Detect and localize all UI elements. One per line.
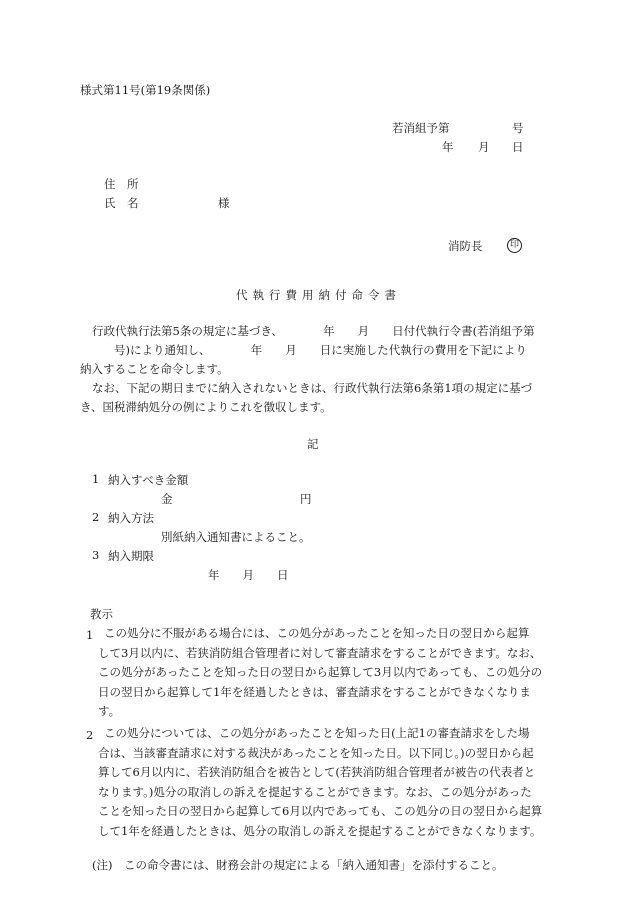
payment-method: 別紙納入通知書によること。 bbox=[161, 530, 311, 544]
notice1-number: 1 bbox=[86, 628, 94, 642]
notice2-text bbox=[98, 724, 564, 841]
name-label: 氏 名 bbox=[104, 196, 139, 210]
notice2-number: 2 bbox=[86, 728, 94, 742]
document-title: 代執行費用納付命令書 bbox=[236, 288, 401, 302]
honorific: 様 bbox=[218, 196, 230, 210]
header-day: 日 bbox=[512, 140, 524, 154]
body-p1-line2: 号)により通知し、 年 月 日に実施した代執行の費用を下記により bbox=[114, 343, 527, 357]
notice2-line: ことを知った日の翌日から起算して6月以内であっても、この処分の日の翌日から起算 bbox=[98, 804, 543, 818]
notice1-line: す。 bbox=[98, 704, 121, 718]
item1-label: 納入すべき金額 bbox=[108, 473, 189, 487]
seal-icon: 印 bbox=[507, 238, 522, 253]
notice1-line: して3月以内に、若狭消防組合管理者に対して審査請求をすることができます。なお、 bbox=[98, 645, 542, 660]
doc-number-suffix: 号 bbox=[512, 121, 524, 135]
notice2-line: 算して6月以内に、若狭消防組合を被告として(若狭消防組合管理者が被告の代表者と bbox=[98, 765, 536, 779]
notice1-text bbox=[98, 624, 564, 722]
header-month: 月 bbox=[478, 140, 490, 154]
form-number: 様式第11号(第19条関係) bbox=[80, 83, 211, 97]
ki-marker: 記 bbox=[307, 437, 319, 451]
body-p2-line1: なお、下記の期日までに納入されないときは、行政代執行法第6条第1項の規定に基づ bbox=[92, 381, 533, 395]
body-p2-line2: き、国税滞納処分の例によりこれを徴収します。 bbox=[80, 400, 332, 414]
amount-unit: 円 bbox=[300, 492, 312, 506]
header-year: 年 bbox=[442, 140, 454, 154]
item2-number: 2 bbox=[92, 510, 100, 524]
doc-number-prefix: 若消組予第 bbox=[392, 121, 450, 135]
notice-heading: 教示 bbox=[90, 607, 113, 621]
notice1-line: この処分があったことを知った日の翌日から起算して3月以内であっても、この処分の bbox=[98, 665, 543, 679]
item2-label: 納入方法 bbox=[108, 511, 154, 525]
notice2-line: して1年を経過したときは、処分の取消しの訴えを提起することができなくなります。 bbox=[98, 823, 542, 838]
item3-label: 納入期限 bbox=[108, 549, 154, 563]
address-label: 住 所 bbox=[104, 177, 139, 191]
footnote: (注) この命令書には、財務会計の規定による「納入通知書」を添付すること。 bbox=[92, 858, 504, 872]
item3-number: 3 bbox=[92, 548, 100, 562]
item1-number: 1 bbox=[92, 472, 100, 486]
notice2-line: 合は、当該審査請求に対する裁決があったことを知った日。以下同じ。)の翌日から起 bbox=[98, 745, 534, 760]
body-p1-line1: 行政代執行法第5条の規定に基づき、 年 月 日付代執行令書(若消組予第 bbox=[92, 324, 535, 338]
notice2-line: なります。)処分の取消しの訴えを提起することができます。なお、この処分があった bbox=[98, 784, 532, 799]
amount-prefix: 金 bbox=[161, 492, 173, 506]
notice2-line: この処分については、この処分があったことを知った日(上記1の審査請求をした場 bbox=[104, 726, 530, 740]
body-p1-line3: 納入することを命令します。 bbox=[80, 362, 229, 376]
notice1-line: この処分に不服がある場合には、この処分があったことを知った日の翌日から起算 bbox=[104, 626, 530, 640]
deadline: 年 月 日 bbox=[208, 568, 289, 582]
issuer-title: 消防長 bbox=[448, 239, 483, 253]
notice1-line: 日の翌日から起算して1年を経過したときは、審査請求をすることができなくなりま bbox=[98, 684, 531, 699]
